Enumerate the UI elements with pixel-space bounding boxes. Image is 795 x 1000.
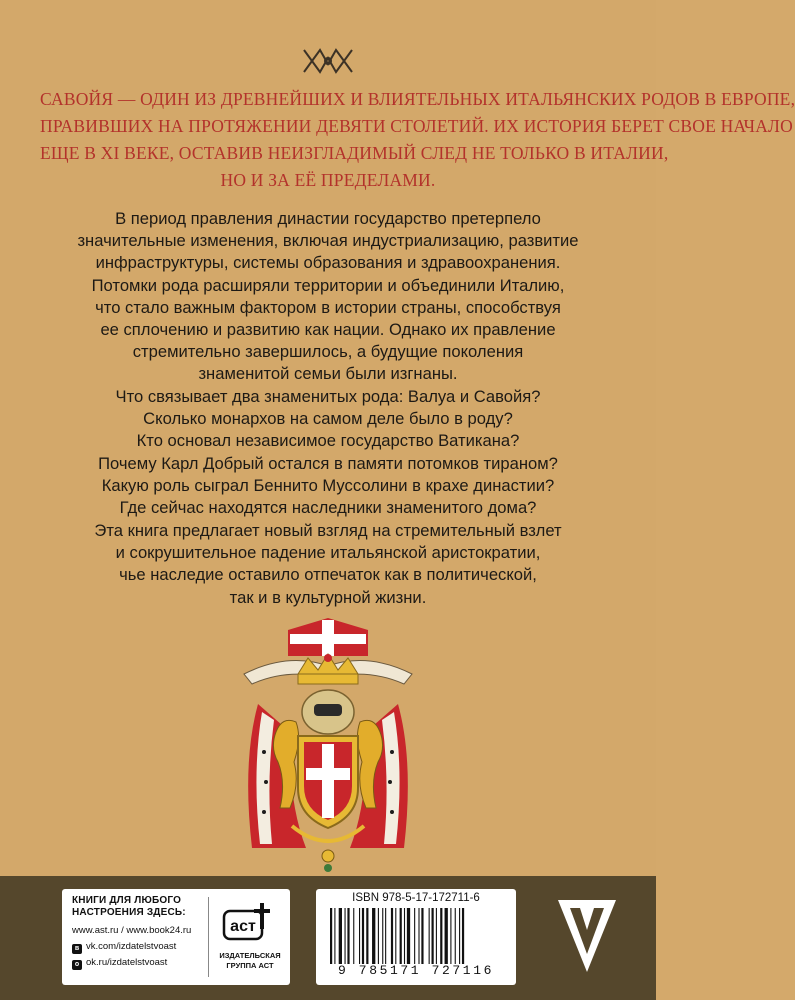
text-line: чье наследие оставило отпечаток как в политической, [119,565,537,585]
text-line: Потомки рода расширяли территории и объединили Италию, [91,275,565,295]
coat-of-arms [228,612,428,876]
divider [208,897,209,977]
vk-icon: в [72,944,82,954]
info-title-line: НАСТРОЕНИЯ ЗДЕСЬ: [72,907,186,918]
barcode-bar [391,908,393,964]
vk-url: vk.com/izdatelstvoast [86,941,177,952]
barcode-bar [459,908,460,964]
question-line: Где сейчас находятся наследники знаменитого дома? [119,498,537,518]
barcode-bar [334,908,335,964]
barcode-bar [445,908,448,964]
barcode [330,908,504,964]
text-line: инфраструктуры, системы образования и здравоохранения. [95,253,561,273]
lead-line: САВОЙЯ — ОДИН ИЗ ДРЕВНЕЙШИХ И ВЛИЯТЕЛЬНЫХ ИТАЛЬЯНСКИХ РОДОВ В ЕВРОПЕ, [40,89,795,109]
v-logo [552,896,622,976]
ok-link[interactable] [72,957,167,970]
ok-url: ok.ru/izdatelstvoast [86,957,168,968]
barcode-bar [455,908,456,964]
barcode-bar [385,908,386,964]
ok-icon: о [72,960,82,970]
text-line: так и в культурной жизни. [229,587,427,607]
text-line: знаменитой семьи были изгнаны. [198,364,458,384]
barcode-bar [400,908,402,964]
ast-logo-text: аст [230,918,256,935]
isbn-text: ISBN 978-5-17-172711-6 [352,892,480,904]
barcode-bar [366,908,368,964]
barcode-bar [450,908,451,964]
barcode-bar [404,908,405,964]
text-line: значительные изменения, включая индустриализацию, развитие [77,231,579,251]
ast-logo [222,899,278,943]
question-line: Что связывает два знаменитых рода: Валуа и Савойя? [115,387,541,406]
info-title-line: КНИГИ ДЛЯ ЛЮБОГО [72,895,182,906]
barcode-bar [462,908,464,964]
question-line: Почему Карл Добрый остался в памяти потомков тираном? [98,453,558,473]
barcode-bar [353,908,354,964]
barcode-bar [407,908,410,964]
text-line: В период правления династии государство претерпело [115,209,541,228]
text-line: Эта книга предлагает новый взгляд на стремительный взлет [94,521,562,540]
barcode-bar [418,908,419,964]
publisher-label-line: ИЗДАТЕЛЬСКАЯ [219,951,281,960]
barcode-bar [378,908,379,964]
website-links[interactable]: www.ast.ru / www.book24.ru [72,925,192,936]
question-line: Кто основал независимое государство Ватикана? [136,431,520,451]
questions-paragraph [56,386,600,519]
barcode-bar [362,908,364,964]
info-title [72,895,186,919]
barcode-bar [436,908,437,964]
barcode-bar [330,908,332,964]
closing-paragraph [56,520,600,609]
barcode-bar [345,908,346,964]
barcode-bar [339,908,342,964]
barcode-bar [429,908,430,964]
publisher-label-line: ГРУППА АСТ [226,961,274,970]
text-line: и сокрушительное падение итальянской аристократии, [115,543,541,563]
ornament-icon [298,44,358,78]
question-line: Какую роль сыграл Беннито Муссолини в крахе династии? [101,475,555,495]
barcode-bar [432,908,434,964]
barcode-box [316,889,516,985]
lead-text [40,86,795,194]
barcode-bar [414,908,415,964]
question-line: Сколько монархов на самом деле было в роду? [143,409,513,429]
barcode-bar [440,908,442,964]
barcode-bar [421,908,423,964]
barcode-bar [372,908,375,964]
barcode-bar [359,908,360,964]
text-line: что стало важным фактором в истории страны, способствуя [95,297,561,317]
publisher-info-box [62,889,290,985]
barcode-bar [395,908,396,964]
publisher-label [212,951,288,971]
ean-digits: 9 785171 727116 [337,963,495,978]
lead-line: ЕЩЕ В XI ВЕКЕ, ОСТАВИВ НЕИЗГЛАДИМЫЙ СЛЕД НЕ ТОЛЬКО В ИТАЛИИ, [40,143,669,163]
barcode-bar [382,908,383,964]
barcode-bar [347,908,349,964]
lead-line: НО И ЗА ЕЁ ПРЕДЕЛАМИ. [220,170,436,190]
vk-link[interactable] [72,941,176,954]
text-line: стремительно завершилось, а будущие поколения [132,342,524,362]
lead-line: ПРАВИВШИХ НА ПРОТЯЖЕНИИ ДЕВЯТИ СТОЛЕТИЙ. ИХ ИСТОРИЯ БЕРЕТ СВОЕ НАЧАЛО [40,116,793,136]
text-line: ее сплочению и развитию как нации. Однако их правление [100,320,556,340]
description-paragraph [56,208,600,386]
